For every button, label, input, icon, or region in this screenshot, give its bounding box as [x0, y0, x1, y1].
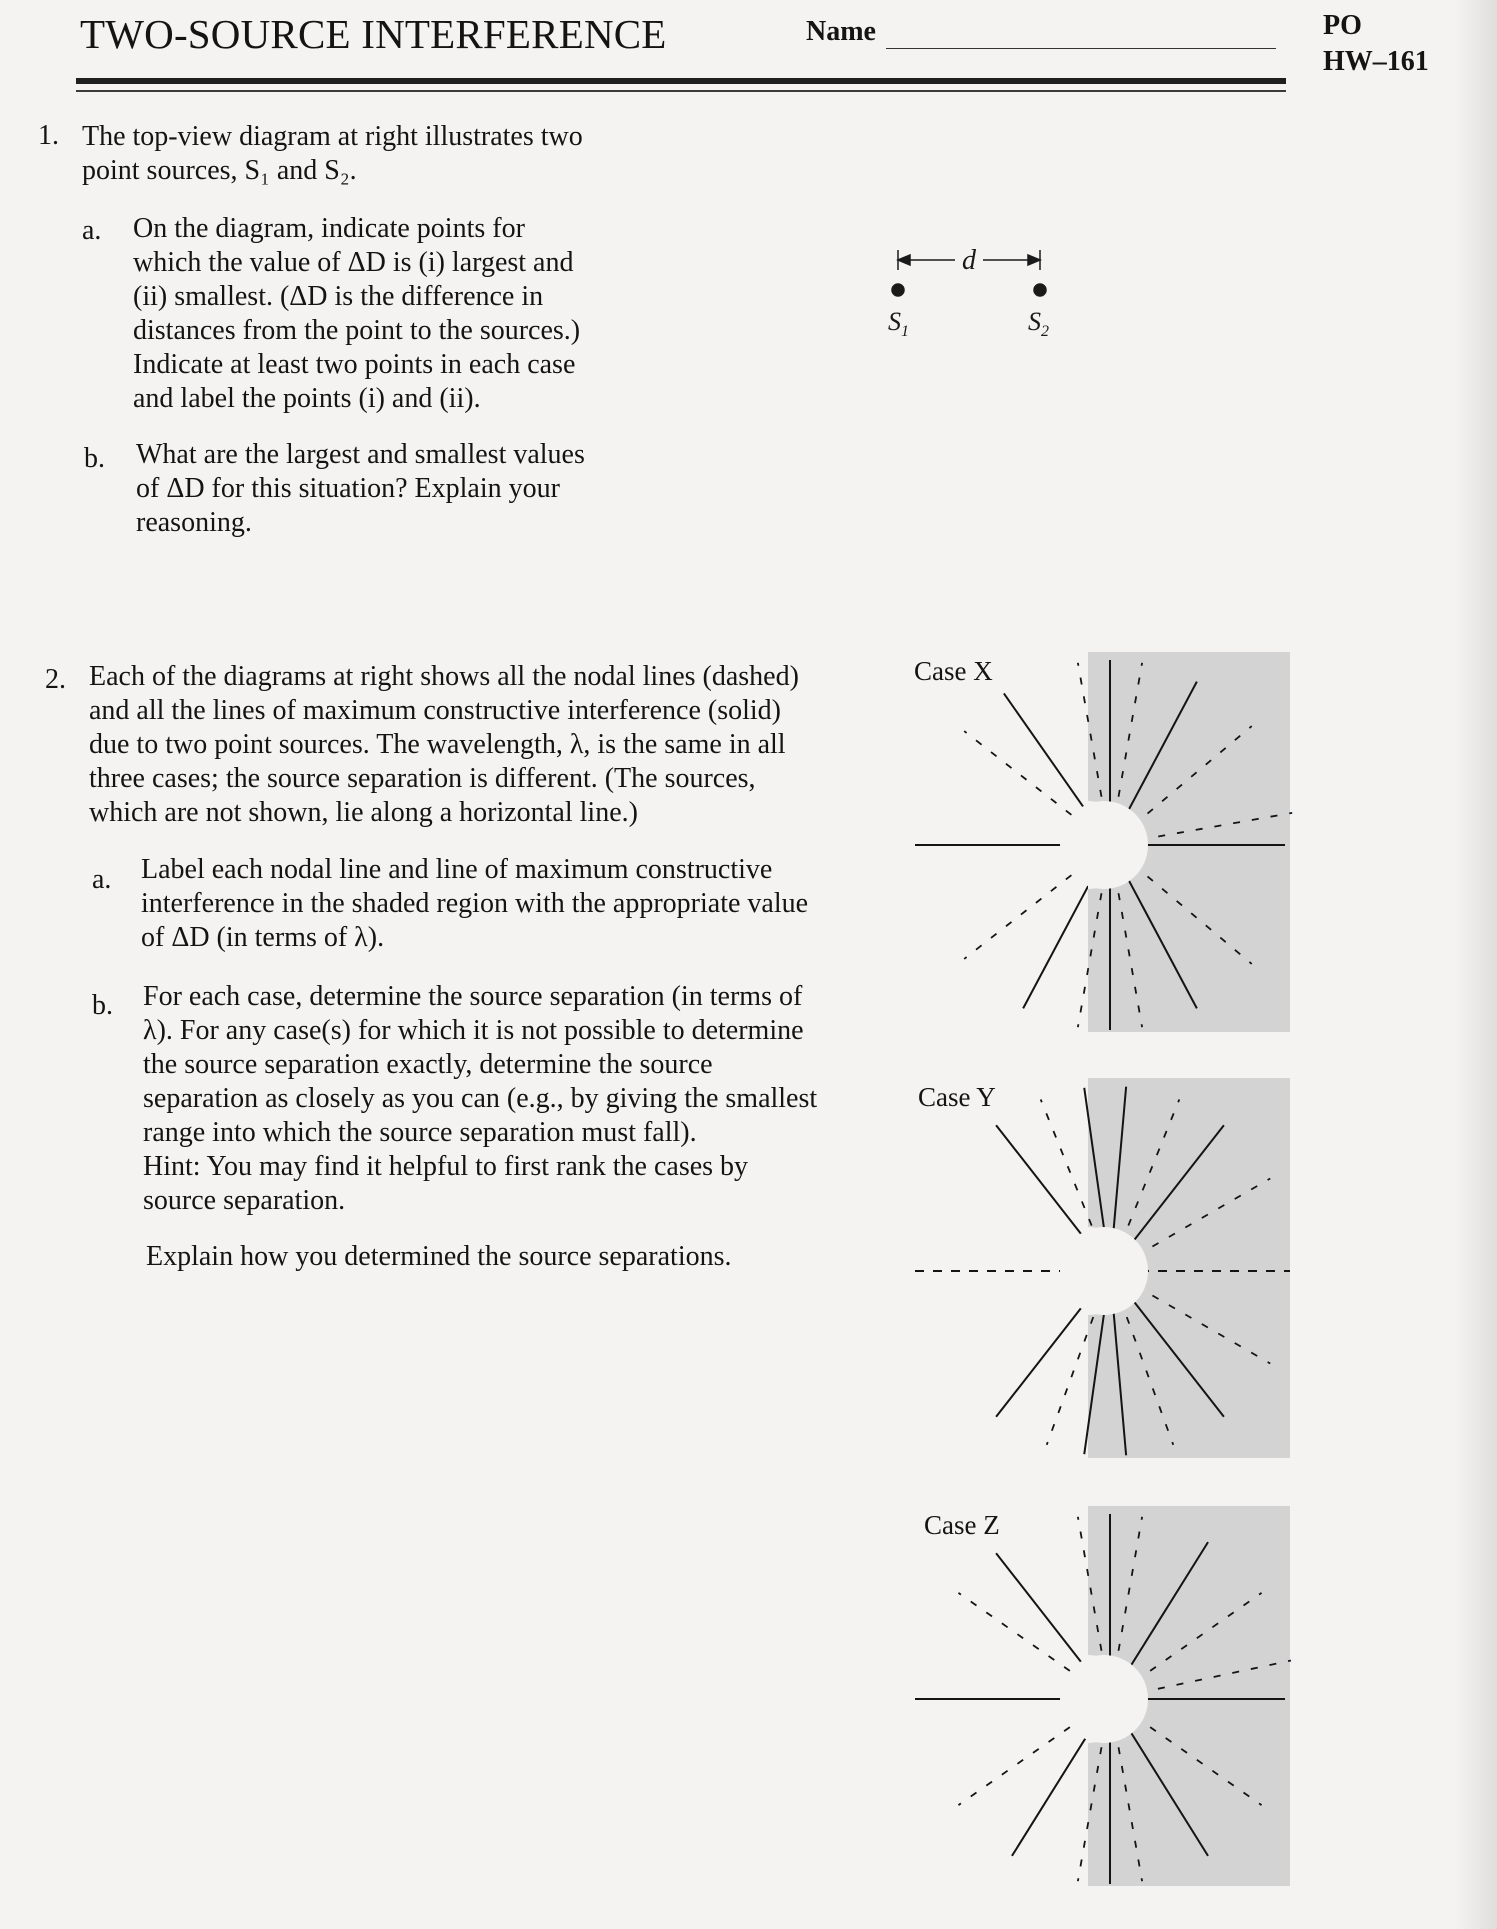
case-y-source-halo — [1060, 1227, 1148, 1315]
d-label: d — [962, 245, 976, 276]
header-rule-thick — [76, 78, 1286, 84]
name-field-line[interactable] — [886, 48, 1276, 49]
case-z-nodal-line-8 — [958, 1716, 1085, 1805]
case-x-label: Case X — [914, 656, 993, 686]
case-z-max-line-4 — [1012, 1724, 1094, 1855]
q2-intro-line-4: three cases; the source separation is different. (The sources, — [89, 763, 756, 794]
two-source-diagram — [860, 238, 1080, 348]
name-label: Name — [806, 16, 876, 47]
q1b-line-2: of ΔD for this situation? Explain your — [136, 473, 560, 504]
q2a-line-3: of ΔD (in terms of λ). — [141, 922, 385, 953]
case-z-source-halo — [1060, 1655, 1148, 1743]
q2b-line-7: source separation. — [143, 1185, 346, 1216]
q1b-line-1: What are the largest and smallest values — [136, 439, 585, 470]
d-arrowhead-right — [1028, 255, 1040, 265]
case-x-source-halo — [1060, 801, 1148, 889]
q1-intro-line-1: The top-view diagram at right illustrates two — [82, 121, 583, 152]
case-x-nodal-line-8 — [964, 863, 1086, 958]
q2-intro-line-2: and all the lines of maximum constructive interference (solid) — [89, 695, 781, 726]
case-y-diagram — [900, 1066, 1300, 1466]
q2-intro — [89, 660, 799, 830]
case-y-max-line-3 — [996, 1125, 1091, 1247]
q1b-text — [136, 438, 585, 540]
q1a-line-3: (ii) smallest. (ΔD is the difference in — [133, 281, 544, 312]
q1a-line-2: which the value of ΔD is (i) largest and — [133, 247, 574, 278]
source-s2-dot — [1034, 284, 1046, 296]
source-s1-dot — [892, 284, 904, 296]
q1-intro-line-2: point sources, S₁ and S₂. — [82, 155, 357, 186]
case-z-max-line-2 — [996, 1553, 1091, 1675]
case-x-nodal-line-3 — [964, 731, 1086, 826]
page-title: TWO-SOURCE INTERFERENCE — [80, 11, 667, 57]
header-rule-thin — [76, 90, 1286, 92]
case-y-label: Case Y — [918, 1082, 996, 1112]
s1-label: $S_1$ — [888, 307, 909, 340]
case-z-diagram — [900, 1494, 1300, 1894]
q2b-label: b. — [92, 990, 113, 1021]
q1a-line-1: On the diagram, indicate points for — [133, 213, 525, 244]
q2-intro-line-3: due to two point sources. The wavelength, λ, is the same in all — [89, 729, 786, 760]
q2a-line-2: interference in the shaded region with the appropriate value — [141, 888, 809, 919]
q1b-line-3: reasoning. — [136, 507, 252, 538]
assignment-code — [1323, 8, 1429, 80]
q1a-text — [133, 212, 580, 416]
code-line-2: HW–161 — [1323, 46, 1429, 77]
q1-number: 1. — [38, 120, 59, 151]
q2b-line-6: Hint: You may find it helpful to first rank the cases by — [143, 1151, 749, 1182]
q1a-label: a. — [82, 215, 102, 246]
case-y-max-line-7 — [996, 1295, 1091, 1417]
q2a-text — [141, 853, 808, 955]
case-x-diagram — [900, 640, 1300, 1040]
d-arrowhead-left — [898, 255, 910, 265]
case-z-label: Case Z — [924, 1510, 1000, 1540]
q1a-line-5: Indicate at least two points in each case — [133, 349, 576, 380]
page-edge-shadow — [1455, 0, 1497, 1929]
q2b-line-4: separation as closely as you can (e.g., by giving the smallest — [143, 1083, 818, 1114]
q2-intro-line-1: Each of the diagrams at right shows all the nodal lines (dashed) — [89, 661, 799, 692]
s2-label: $S_2$ — [1028, 307, 1049, 340]
q2b-line-1: For each case, determine the source separation (in terms of — [143, 981, 803, 1012]
q2-number: 2. — [45, 664, 66, 695]
q1-intro — [82, 120, 583, 188]
q2-intro-line-5: which are not shown, lie along a horizontal line.) — [89, 797, 638, 828]
q2a-line-1: Label each nodal line and line of maximum constructive — [141, 854, 773, 885]
q1a-line-4: distances from the point to the sources.) — [133, 315, 581, 346]
q2b-line-5: range into which the source separation must fall). — [143, 1117, 697, 1148]
q2-explain: Explain how you determined the source separations. — [146, 1241, 732, 1272]
case-z-nodal-line-3 — [958, 1593, 1085, 1682]
q2b-line-2: λ). For any case(s) for which it is not possible to determine — [143, 1015, 804, 1046]
q2a-label: a. — [92, 864, 112, 895]
q1a-line-6: and label the points (i) and (ii). — [133, 383, 481, 414]
q2b-text — [143, 980, 817, 1218]
code-line-1: PO — [1323, 10, 1362, 41]
case-x-max-line-2 — [1004, 693, 1093, 820]
q1b-label: b. — [84, 443, 105, 474]
q2b-line-3: the source separation exactly, determine the source — [143, 1049, 713, 1080]
